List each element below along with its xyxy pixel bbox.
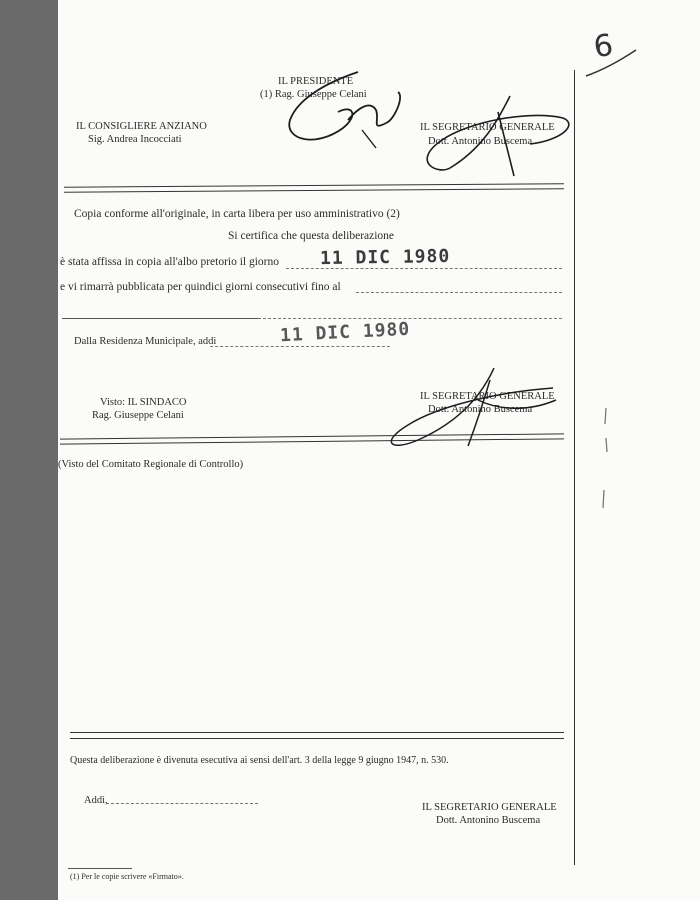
section-rule <box>64 183 564 187</box>
section-rule <box>64 188 564 192</box>
posted-date-stamp: 11 DIC 1980 <box>319 245 451 270</box>
section-rule <box>70 738 564 739</box>
councillor-name: Sig. Andrea Incocciati <box>88 134 182 145</box>
page-number: 6 <box>591 27 616 66</box>
residence-date-field <box>210 346 390 347</box>
section-rule <box>60 438 564 444</box>
addi-date-field <box>106 803 258 804</box>
published-date-field <box>356 292 562 293</box>
copy-statement: Copia conforme all'originale, in carta libera per uso amministrativo (2) <box>74 208 400 220</box>
secretary-top-name: Dott. Antonino Buscema <box>428 136 533 147</box>
section-rule <box>70 732 564 733</box>
right-margin-rule <box>574 70 575 865</box>
secretary-bottom-name: Dott. Antonino Buscema <box>436 815 541 826</box>
councillor-title: IL CONSIGLIERE ANZIANO <box>76 121 207 132</box>
mayor-title: Visto: IL SINDACO <box>100 397 187 408</box>
margin-mark <box>603 408 607 508</box>
published-line: e vi rimarrà pubblicata per quindici giorni consecutivi fino al <box>60 281 341 293</box>
footnote-rule <box>68 868 132 869</box>
blank-rule <box>62 318 258 319</box>
blank-rule-dotted <box>258 318 562 319</box>
footnote: (1) Per le copie scrivere «Firmato». <box>70 872 184 881</box>
secretary-mid-title: IL SEGRETARIO GENERALE <box>420 391 555 402</box>
secretary-bottom-title: IL SEGRETARIO GENERALE <box>422 802 557 813</box>
executive-statement: Questa deliberazione è divenuta esecutiva ai sensi dell'art. 3 della legge 9 giugno 1947, n. 530. <box>70 755 449 766</box>
certify-statement: Si certifica che questa deliberazione <box>228 230 395 242</box>
secretary-top-title: IL SEGRETARIO GENERALE <box>420 122 555 133</box>
secretary-mid-name: Dott. Antonino Buscema <box>428 404 533 415</box>
mayor-name: Rag. Giuseppe Celani <box>92 410 184 421</box>
residence-line: Dalla Residenza Municipale, addì <box>74 336 217 347</box>
president-title: IL PRESIDENTE <box>278 76 354 87</box>
committee-visa: (Visto del Comitato Regionale di Controllo) <box>58 459 244 470</box>
posted-line: è stata affissa in copia all'albo pretorio il giorno <box>60 256 280 268</box>
addi-label: Addì, <box>84 795 108 806</box>
document-page <box>58 0 700 900</box>
residence-date-stamp: 11 DIC 1980 <box>279 318 411 347</box>
president-name: (1) Rag. Giuseppe Celani <box>260 89 367 100</box>
